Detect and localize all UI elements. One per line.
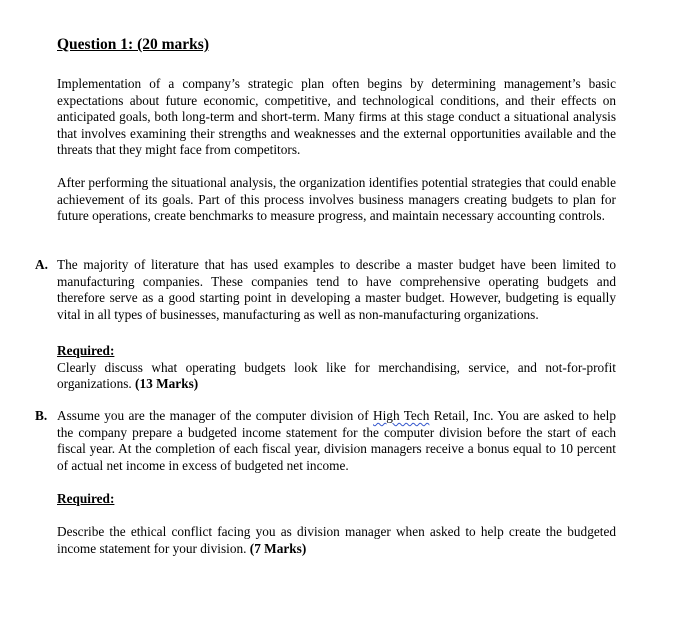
part-a-required-text: Clearly discuss what operating budgets look like for merchandising, service, and not-for-profit organizations. (57, 359, 616, 392)
part-b-text-after: Retail, Inc. You are asked to help the company prepare a budgeted income statement for the computer division before the start of each fiscal year. At the completion of each fiscal year, division managers receive a bonus equal to 10 percent of actual net income in excess of budgeted net income. (57, 408, 617, 473)
part-a-required (57, 343, 616, 393)
part-b-text (57, 408, 616, 474)
part-b-text-before: Assume you are the manager of the computer division of (57, 408, 369, 423)
part-b-required-text: Describe the ethical conflict facing you as division manager when asked to help create the budgeted income statement for your division. (57, 524, 616, 556)
part-b-required-label: Required: (57, 491, 115, 506)
part-a-marker: A. (35, 257, 48, 272)
part-b-required (57, 524, 616, 557)
company-name: High Tech (373, 408, 430, 423)
part-b-marks: (7 Marks) (249, 540, 307, 556)
part-a-marks: (13 Marks) (135, 376, 199, 392)
part-b-marker: B. (35, 408, 48, 423)
part-b-required-label-line (57, 491, 616, 508)
part-a-required-label: Required: (57, 343, 115, 358)
question-title: Question 1: (20 marks) (57, 36, 209, 53)
intro-paragraph-1: Implementation of a company’s strategic plan often begins by determining management’s basic expectations about future economic, competitive, and technological conditions, and their effects on anticipated goals, both long-term and short-term. Many firms at this stage conduct a situational analysis that involves examining their strengths and weaknesses and the external opportunities available and the threats that they might face from competitors. (57, 76, 616, 158)
part-a-text: The majority of literature that has used examples to describe a master budget have been limited to manufacturing companies. These companies tend to have comprehensive operating budgets and therefore serve as a good starting point in developing a master budget. However, budgeting is equally vital in all types of businesses, manufacturing as well as non-manufacturing organizations. (57, 257, 616, 322)
intro-paragraph-2: After performing the situational analysis, the organization identifies potential strategies that could enable achievement of its goals. Part of this process involves business managers creating budgets to plan for future operations, create benchmarks to measure progress, and maintain necessary accounting controls. (57, 175, 616, 224)
